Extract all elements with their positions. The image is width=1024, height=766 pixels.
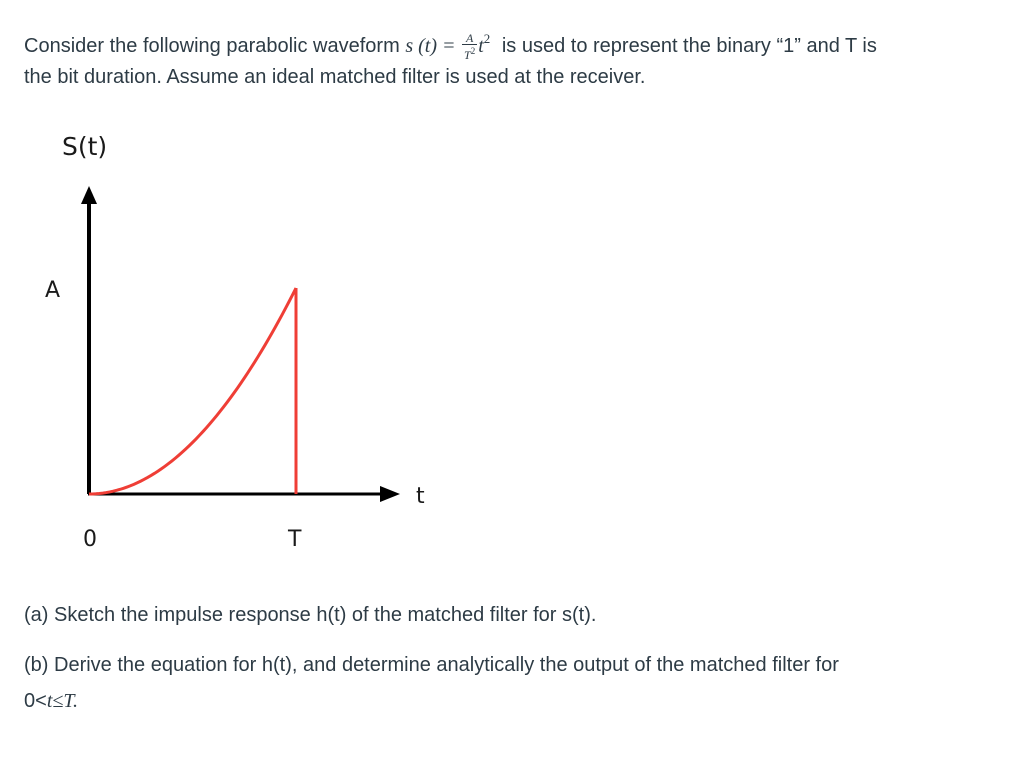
intro-line-2: the bit duration. Assume an ideal matched filter is used at the receiver. [24,66,646,88]
question-b-line-2 [24,689,78,713]
tick-label-zero: 0 [83,527,97,552]
formula-numerator: A [462,32,477,45]
intro-text-after: is used to represent the binary “1” and T is [501,35,877,57]
amplitude-label: A [45,278,61,303]
formula-lhs: s (t) = [405,35,456,57]
x-axis-label: t [416,484,425,509]
question-b-prefix: 0< [24,690,47,712]
question-b-math: t≤T. [46,690,78,712]
tick-label-T: T [288,527,302,552]
question-b-line-1: (b) Derive the equation for h(t), and determine analytically the output of the matched filter for [24,654,839,676]
formula-exponent: 2 [483,31,491,46]
intro-text-before: Consider the following parabolic waveform [24,35,400,57]
y-axis-arrow [81,186,97,204]
waveform-curve [89,288,296,494]
formula-variable: t [478,35,484,57]
y-axis-label: S(t) [62,132,108,161]
x-axis-arrow [380,486,400,502]
question-a: (a) Sketch the impulse response h(t) of the matched filter for s(t). [24,604,597,626]
formula-denominator: $T^2$ [464,46,476,63]
